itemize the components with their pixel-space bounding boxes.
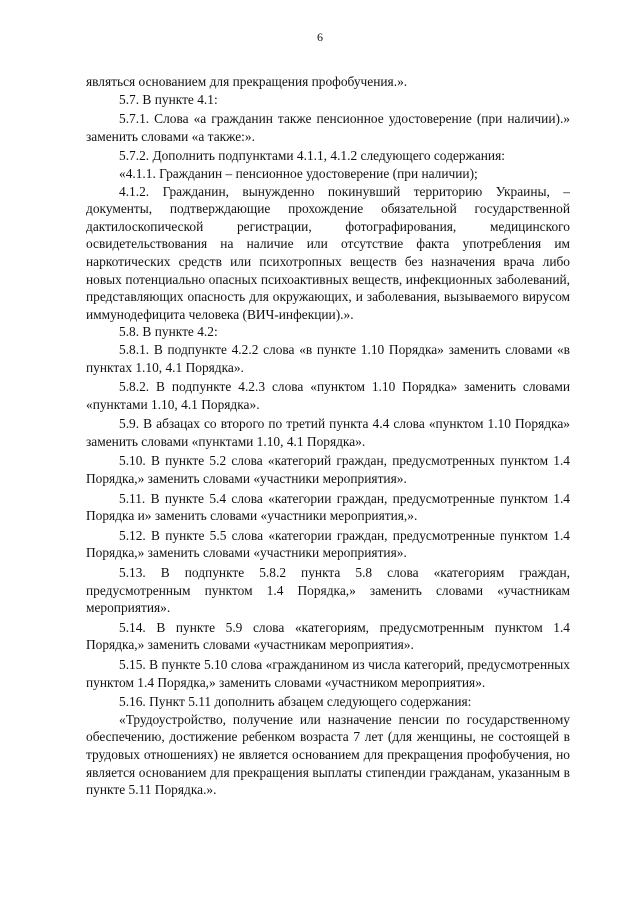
paragraph-5-11: 5.11. В пункте 5.4 слова «категории граждан, предусмотренные пунктом 1.4 Порядка и» заменить словами «участники мероприятия,». <box>86 490 570 524</box>
paragraph-5-16: 5.16. Пункт 5.11 дополнить абзацем следующего содержания: <box>119 694 472 710</box>
paragraph-5-8-1: 5.8.1. В подпункте 4.2.2 слова «в пункте 1.10 Порядка» заменить словами «в пунктах 1.10, 4.1 Порядка». <box>86 341 570 375</box>
paragraph-5-8-2: 5.8.2. В подпункте 4.2.3 слова «пунктом 1.10 Порядка» заменить словами «пунктами 1.10, 4.1 Порядка». <box>86 379 570 412</box>
paragraph-5-16-quote: «Трудоустройство, получение или назначение пенсии по государственному обеспечению, достижение ребенком возраста 7 лет (для женщины, не состоящей в трудовых отношениях) не является основанием для прекращения профобучения, но является основанием для прекращения выплаты стипендии гражданам, указанным в пункте 5.11 Порядка.». <box>86 711 570 798</box>
paragraph-4-1-2: 4.1.2. Гражданин, вынужденно покинувший территорию Украины, – документы, подтверждающие прохождение обязательной государственной дактилоскопической регистрации, фотографирования, медицинского освидетельствования на наличие или отсутствие факта употребления им наркотических средств или психотропных веществ без назначения врача либо новых потенциально опасных психоактивных веществ, инфекционных заболеваний, представляющих опасность для окружающих, и заболевания, вызываемого вирусом иммунодефицита человека (ВИЧ-инфекции).». <box>86 183 570 322</box>
paragraph-5-10: 5.10. В пункте 5.2 слова «категорий граждан, предусмотренных пунктом 1.4 Порядка,» заменить словами «участники мероприятия». <box>86 453 570 487</box>
paragraph-4-1-1: «4.1.1. Гражданин – пенсионное удостоверение (при наличии); <box>119 165 478 181</box>
paragraph-5-13: 5.13. В подпункте 5.8.2 пункта 5.8 слова «категориям граждан, предусмотренным пунктом 1.4 Порядка,» заменить словами «участникам мероприятия». <box>86 565 570 616</box>
paragraph-5-7: 5.7. В пункте 4.1: <box>119 91 218 107</box>
paragraph-5-14: 5.14. В пункте 5.9 слова «категориям, предусмотренным пунктом 1.4 Порядка,» заменить словами «участникам мероприятия». <box>86 619 570 653</box>
paragraph-5-15: 5.15. В пункте 5.10 слова «гражданином из числа категорий, предусмотренных пунктом 1.4 Порядка,» заменить словами «участником мероприятия». <box>86 657 570 690</box>
page-number: 6 <box>317 30 323 44</box>
paragraph-continuation: являться основанием для прекращения профобучения.». <box>86 74 408 89</box>
paragraph-5-7-2: 5.7.2. Дополнить подпунктами 4.1.1, 4.1.2 следующего содержания: <box>119 148 505 164</box>
document-body <box>86 73 570 799</box>
paragraph-5-8: 5.8. В пункте 4.2: <box>119 324 218 340</box>
paragraph-5-12: 5.12. В пункте 5.5 слова «категории граждан, предусмотренные пунктом 1.4 Порядка,» заменить словами «участники мероприятия». <box>86 527 570 561</box>
paragraph-5-7-1: 5.7.1. Слова «а гражданин также пенсионное удостоверение (при наличии).» заменить словами «а также:». <box>86 111 570 144</box>
paragraph-5-9: 5.9. В абзацах со второго по третий пункта 4.4 слова «пунктом 1.10 Порядка» заменить словами «пунктами 1.10, 4.1 Порядка». <box>86 416 570 449</box>
